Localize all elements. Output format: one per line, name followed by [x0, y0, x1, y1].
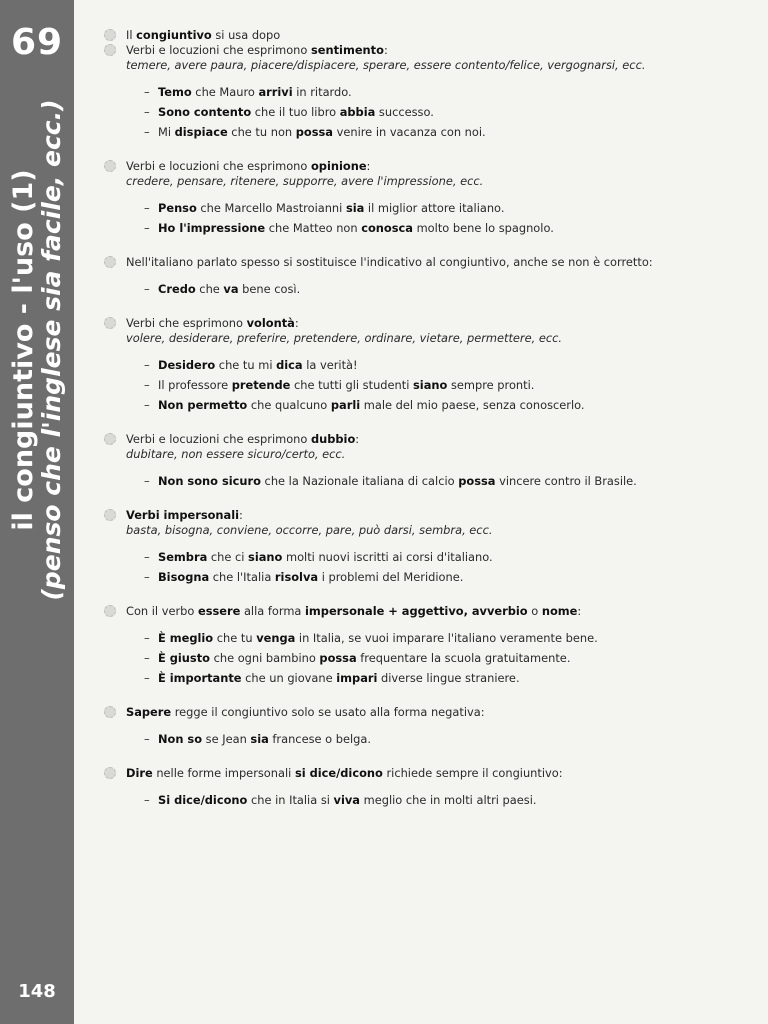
dash-marker: – [144, 201, 150, 215]
bold-term: nome [541, 604, 578, 618]
bold-term: È meglio [158, 631, 214, 645]
verb-list: credere, pensare, ritenere, supporre, avere l'impressione, ecc. [126, 174, 484, 188]
text-run: che un giovane [241, 671, 337, 685]
example-sentence [144, 398, 744, 412]
bold-term: Non sono sicuro [158, 474, 261, 488]
text-run: che Marcello Mastroianni [196, 201, 346, 215]
bold-term: Penso [158, 201, 197, 215]
dash-marker: – [144, 474, 150, 488]
example-sentence [144, 732, 744, 746]
example-list [144, 282, 744, 296]
bold-term: arrivi [258, 85, 293, 99]
example-list [144, 631, 744, 685]
bullet-icon [104, 509, 116, 521]
bold-term: viva [333, 793, 360, 807]
bold-term: È giusto [158, 651, 210, 665]
text-run: alla forma [240, 604, 306, 618]
bullet-icon [104, 767, 116, 779]
dash-marker: – [144, 85, 150, 99]
page-number: 148 [18, 981, 56, 1002]
intro-line [104, 28, 744, 43]
example-sentence [144, 358, 744, 372]
bullet-icon [104, 160, 116, 172]
dash-marker: – [144, 358, 150, 372]
bullet-icon [104, 706, 116, 718]
bold-term: Non so [158, 732, 203, 746]
example-sentence [144, 550, 744, 564]
dash-marker: – [144, 378, 150, 392]
bold-term: Si dice/dicono [158, 793, 248, 807]
bold-term: siano [248, 550, 283, 564]
text-run: Verbi e locuzioni che esprimono [126, 43, 311, 57]
example-list [144, 358, 744, 412]
rule-heading [104, 159, 744, 174]
rule-heading [104, 766, 744, 781]
example-sentence [144, 378, 744, 392]
bullet-icon [104, 605, 116, 617]
bold-term: dispiace [174, 125, 228, 139]
text-run: vincere contro il Brasile. [495, 474, 637, 488]
bold-term: congiuntivo [136, 28, 212, 42]
chapter-title: il congiuntivo - l'uso (1) [8, 169, 39, 531]
example-sentence [144, 474, 744, 488]
bold-term: siano [413, 378, 448, 392]
example-sentence [144, 105, 744, 119]
bold-term: possa [295, 125, 333, 139]
bullet-icon [104, 256, 116, 268]
bold-term: impari [336, 671, 378, 685]
text-run: richiede sempre il congiuntivo: [382, 766, 563, 780]
intro-text [126, 28, 280, 42]
text-run: francese o belga. [268, 732, 371, 746]
bold-term: possa [319, 651, 357, 665]
dash-marker: – [144, 671, 150, 685]
bold-term: va [223, 282, 239, 296]
text-run: molti nuovi iscritti ai corsi d'italiano. [282, 550, 493, 564]
bold-term: essere [197, 604, 241, 618]
dash-marker: – [144, 125, 150, 139]
rule-heading [104, 255, 744, 270]
rule-heading [104, 705, 744, 720]
chapter-number: 69 [10, 22, 64, 63]
example-sentence [144, 651, 744, 665]
text-run: male del mio paese, senza conoscerlo. [360, 398, 585, 412]
bold-term: parli [330, 398, 361, 412]
text-run: che [195, 282, 224, 296]
text-run: o [527, 604, 542, 618]
text-run: che ci [207, 550, 249, 564]
bold-term: Sapere [126, 705, 172, 719]
rule-section [104, 316, 744, 412]
example-sentence [144, 85, 744, 99]
dash-marker: – [144, 398, 150, 412]
bold-term: venga [256, 631, 296, 645]
bold-term: sia [250, 732, 269, 746]
example-list [144, 550, 744, 584]
example-sentence [144, 671, 744, 685]
dash-marker: – [144, 570, 150, 584]
bold-term: Ho l'impressione [158, 221, 266, 235]
text-run: diverse lingue straniere. [377, 671, 520, 685]
bold-term: Temo [158, 85, 192, 99]
bullet-icon [104, 29, 116, 41]
text-run: se Jean [202, 732, 251, 746]
bold-term: Sono contento [158, 105, 252, 119]
rule-section [104, 705, 744, 746]
text-run: il miglior attore italiano. [364, 201, 505, 215]
example-list [144, 793, 744, 807]
rule-section [104, 255, 744, 296]
bold-term: si dice/dicono [294, 766, 383, 780]
verb-list: basta, bisogna, conviene, occorre, pare, può darsi, sembra, ecc. [126, 523, 493, 537]
text-run: molto bene lo spagnolo. [412, 221, 554, 235]
bold-term: conosca [361, 221, 413, 235]
bold-term: risolva [274, 570, 319, 584]
text-run: : [355, 432, 360, 446]
text-run: nelle forme impersonali [152, 766, 295, 780]
example-sentence [144, 631, 744, 645]
text-run: Nell'italiano parlato spesso si sostituisce l'indicativo al congiuntivo, anche se non è corretto: [126, 255, 653, 269]
bold-term: possa [458, 474, 496, 488]
text-run: che il tuo libro [251, 105, 340, 119]
bold-term: sentimento [310, 43, 384, 57]
text-run: che Matteo non [265, 221, 362, 235]
text-run: in Italia, se vuoi imparare l'italiano veramente bene. [295, 631, 598, 645]
text-run: : [577, 604, 582, 618]
dash-marker: – [144, 732, 150, 746]
example-list [144, 732, 744, 746]
bold-term: sia [345, 201, 365, 215]
text-run: in ritardo. [292, 85, 352, 99]
page-content [104, 28, 744, 827]
bold-term: Non permetto [158, 398, 248, 412]
bold-term: È importante [158, 671, 242, 685]
chapter-sidebar [0, 0, 74, 1024]
dash-marker: – [144, 221, 150, 235]
rule-heading [104, 604, 744, 619]
chapter-title-block [10, 50, 64, 650]
text-run: : [239, 508, 243, 522]
rule-section [104, 432, 744, 488]
text-run: la verità! [302, 358, 358, 372]
rule-heading [104, 43, 744, 58]
example-list [144, 85, 744, 139]
bold-term: abbia [339, 105, 376, 119]
text-run: regge il congiuntivo solo se usato alla forma negativa: [171, 705, 485, 719]
text-run: si usa dopo [211, 28, 281, 42]
text-run: sempre pronti. [447, 378, 535, 392]
bullet-icon [104, 317, 116, 329]
text-run: che tutti gli studenti [290, 378, 414, 392]
example-list [144, 201, 744, 235]
text-run: che l'Italia [209, 570, 275, 584]
bold-term: dubbio [310, 432, 356, 446]
text-run: : [383, 43, 388, 57]
bullet-icon [104, 433, 116, 445]
text-run: che ogni bambino [209, 651, 320, 665]
example-sentence [144, 221, 744, 235]
dash-marker: – [144, 631, 150, 645]
bold-term: Sembra [158, 550, 208, 564]
text-run: frequentare la scuola gratuitamente. [356, 651, 571, 665]
text-run: Verbi che esprimono [126, 316, 247, 330]
text-run: meglio che in molti altri paesi. [360, 793, 537, 807]
text-run: Verbi e locuzioni che esprimono [126, 432, 311, 446]
bold-term: Verbi impersonali [126, 508, 240, 522]
rule-heading [104, 508, 744, 523]
text-run: : [366, 159, 371, 173]
verb-list: dubitare, non essere sicuro/certo, ecc. [126, 447, 346, 461]
example-sentence [144, 570, 744, 584]
rule-heading [104, 432, 744, 447]
text-run: che qualcuno [247, 398, 331, 412]
bold-term: pretende [231, 378, 291, 392]
text-run: i problemi del Meridione. [318, 570, 464, 584]
rule-section [104, 508, 744, 584]
dash-marker: – [144, 282, 150, 296]
example-sentence [144, 201, 744, 215]
rule-heading [104, 316, 744, 331]
text-run: successo. [375, 105, 434, 119]
bold-term: Desidero [158, 358, 216, 372]
example-list [144, 474, 744, 488]
dash-marker: – [144, 550, 150, 564]
bold-term: impersonale + aggettivo, avverbio [305, 604, 528, 618]
text-run: Verbi e locuzioni che esprimono [126, 159, 311, 173]
dash-marker: – [144, 105, 150, 119]
verb-list: temere, avere paura, piacere/dispiacere, sperare, essere contento/felice, vergognarsi, ecc. [126, 58, 646, 72]
text-run: che tu mi [215, 358, 277, 372]
bold-term: Bisogna [158, 570, 210, 584]
text-run: che la Nazionale italiana di calcio [260, 474, 459, 488]
example-sentence [144, 793, 744, 807]
dash-marker: – [144, 651, 150, 665]
text-run: che in Italia si [247, 793, 334, 807]
text-run: Con il verbo [126, 604, 198, 618]
bold-term: dica [276, 358, 303, 372]
example-sentence [144, 282, 744, 296]
text-run: che tu [213, 631, 257, 645]
rule-section [104, 604, 744, 685]
text-run: Mi [158, 125, 175, 139]
bold-term: Dire [126, 766, 153, 780]
rule-section [104, 43, 744, 139]
text-run: Il [126, 28, 137, 42]
bold-term: opinione [310, 159, 367, 173]
chapter-subtitle: (penso che l'inglese sia facile, ecc.) [37, 99, 66, 601]
rule-section [104, 159, 744, 235]
rule-section [104, 766, 744, 807]
bold-term: volontà [246, 316, 295, 330]
example-sentence [144, 125, 744, 139]
text-run: venire in vacanza con noi. [333, 125, 486, 139]
text-run: che tu non [227, 125, 296, 139]
text-run: che Mauro [191, 85, 259, 99]
bullet-icon [104, 44, 116, 56]
bold-term: Credo [158, 282, 196, 296]
text-run: Il professore [158, 378, 232, 392]
dash-marker: – [144, 793, 150, 807]
text-run: : [294, 316, 299, 330]
text-run: bene così. [238, 282, 301, 296]
rule-sections [104, 43, 744, 807]
verb-list: volere, desiderare, preferire, pretendere, ordinare, vietare, permettere, ecc. [126, 331, 563, 345]
